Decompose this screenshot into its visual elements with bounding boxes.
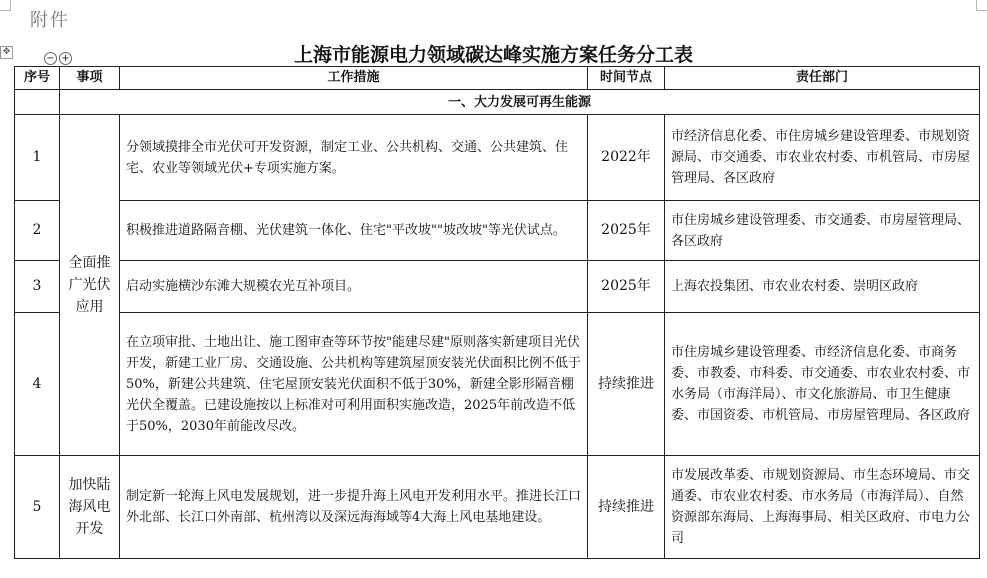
time-cell: 2025年 [588,201,665,261]
measure-cell: 积极推进道路隔音棚、光伏建筑一体化、住宅"平改坡""坡改坡"等光伏试点。 [120,201,588,261]
item-cell: 加快陆海风电开发 [60,456,120,559]
add-row-icon[interactable]: + [59,52,72,65]
task-table [14,66,980,559]
page-corner-mark [976,0,987,11]
row-number: 1 [15,115,60,201]
table-row [15,456,980,559]
row-number: 3 [15,261,60,313]
measure-cell: 在立项审批、土地出让、施工图审查等环节按"能建尽建"原则落实新建项目光伏开发，新建工业厂房、交通设施、公共机构等建筑屋顶安装光伏面积比例不低于50%，新建公共建筑、住宅屋顶安装光伏面积不低于30%，新建全影形隔音棚光伏全覆盖。已建设施按以上标准对可利用面积实施改造，2025年前改造不低于50%，2030年前能改尽改。 [120,313,588,456]
column-header: 工作措施 [120,67,588,90]
time-cell: 2022年 [588,115,665,201]
table-header-row [15,67,980,90]
table-row [15,313,980,456]
department-cell: 市发展改革委、市规划资源局、市生态环境局、市交通委、市农业农村委、市水务局（市海洋局）、自然资源部东海局、上海海事局、相关区政府、市电力公司 [665,456,980,559]
section-title: 一、大力发展可再生能源 [60,90,980,115]
table-row [15,115,980,201]
column-header: 时间节点 [588,67,665,90]
measure-cell: 分领域摸排全市光伏可开发资源，制定工业、公共机构、交通、公共建筑、住宅、农业等领域光伏+专项实施方案。 [120,115,588,201]
column-header: 序号 [15,67,60,90]
time-cell: 持续推进 [588,313,665,456]
remove-row-icon[interactable]: − [44,52,57,65]
row-number: 5 [15,456,60,559]
time-cell: 2025年 [588,261,665,313]
section-row [15,90,980,115]
row-number: 4 [15,313,60,456]
empty-cell [15,90,60,115]
department-cell: 市住房城乡建设管理委、市交通委、市房屋管理局、各区政府 [665,201,980,261]
department-cell: 市住房城乡建设管理委、市经济信息化委、市商务委、市教委、市科委、市交通委、市农业农村委、市水务局（市海洋局）、市文化旅游局、市卫生健康委、市国资委、市机管局、市房屋管理局、各区政府 [665,313,980,456]
department-cell: 市经济信息化委、市住房城乡建设管理委、市规划资源局、市交通委、市农业农村委、市机管局、市房屋管理局、各区政府 [665,115,980,201]
time-cell: 持续推进 [588,456,665,559]
document-title: 上海市能源电力领域碳达峰实施方案任务分工表 [293,44,693,66]
measure-cell: 制定新一轮海上风电发展规划，进一步提升海上风电开发利用水平。推进长江口外北部、长江口外南部、杭州湾以及深远海海域等4大海上风电基地建设。 [120,456,588,559]
item-cell: 全面推广光伏应用 [60,115,120,456]
row-number: 2 [15,201,60,261]
table-row [15,201,980,261]
department-cell: 上海农投集团、市农业农村委、崇明区政府 [665,261,980,313]
attachment-label: 附件 [30,10,70,31]
measure-cell: 启动实施横沙东滩大规模农光互补项目。 [120,261,588,313]
table-row [15,261,980,313]
table-move-handle-icon[interactable]: ✥ [0,46,13,59]
column-header: 事项 [60,67,120,90]
page-corner-mark [0,0,11,11]
column-header: 责任部门 [665,67,980,90]
